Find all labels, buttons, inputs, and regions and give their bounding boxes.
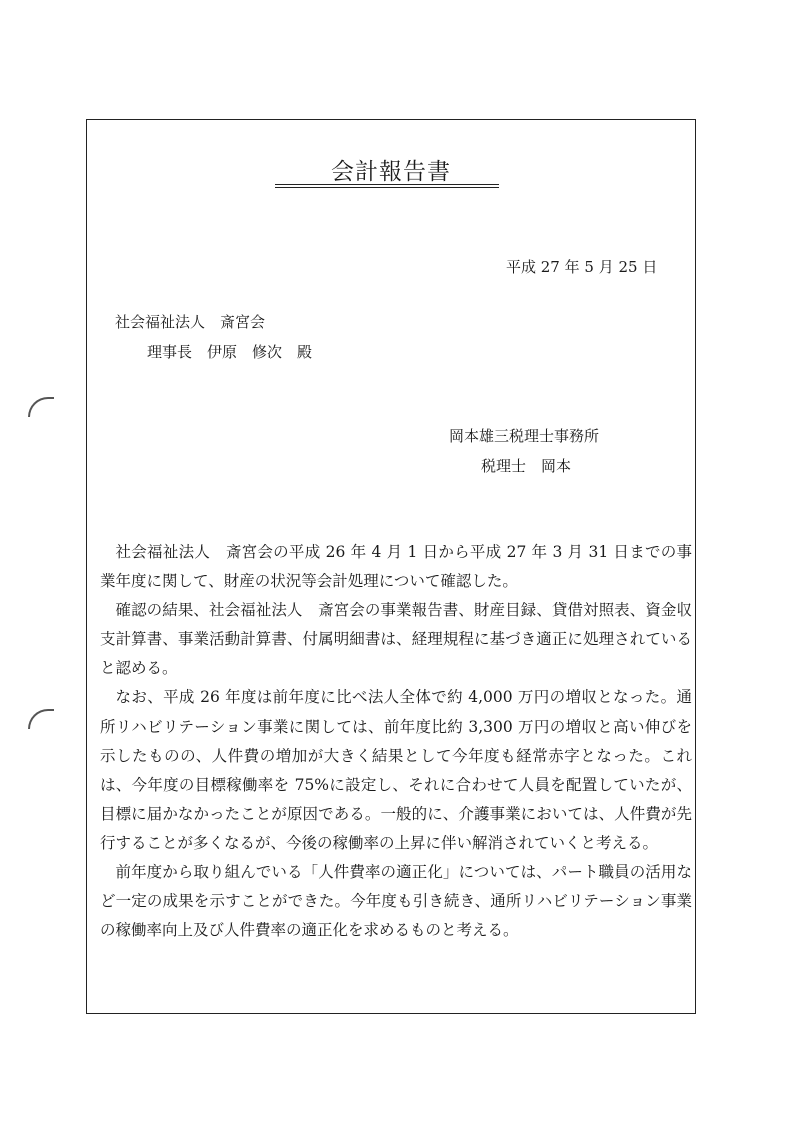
report-date: 平成 27 年 5 月 25 日 (506, 258, 658, 276)
body-paragraph: 確認の結果、社会福祉法人 斎宮会の事業報告書、財産目録、貸借対照表、資金収支計算書、事業活動計算書、付属明細書は、経理規程に基づき適正に処理されていると認める。 (100, 601, 692, 678)
document-title: 会計報告書 (331, 159, 451, 185)
punch-hole-top (28, 397, 54, 417)
recipient-organization: 社会福祉法人 斎宮会 (115, 313, 266, 331)
recipient-name: 理事長 伊原 修次 殿 (147, 343, 313, 361)
body-paragraph: 社会福祉法人 斎宮会の平成 26 年 4 月 1 日から平成 27 年 3 月 31 日までの事業年度に関して、財産の状況等会計処理について確認した。 (100, 543, 692, 591)
punch-hole-bottom (28, 709, 54, 729)
title-underline (275, 184, 499, 188)
body-paragraph: 前年度から取り組んでいる「人件費率の適正化」については、パート職員の活用など一定の成果を示すことができた。今年度も引き続き、通所リハビリテーション事業の稼働率向上及び人件費率の適正化を求めるものと考える。 (100, 863, 692, 940)
body-paragraph: なお、平成 26 年度は前年度に比べ法人全体で約 4,000 万円の増収となった。通所リハビリテーション事業に関しては、前年度比約 3,300 万円の増収と高い伸びを示したものの、人件費の増加が大きく結果として今年度も経常赤字となった。これは、今年度の目標稼働率を 75%に設定し、それに合わせて人員を配置していたが、目標に届かなかったことが原因である。一般的に、介護事業においては、人件費が先行することが多くなるが、今後の稼働率の上昇に伴い解消されていくと考える。 (100, 688, 692, 852)
report-frame (86, 119, 696, 1014)
sender-office: 岡本雄三税理士事務所 (449, 427, 600, 445)
sender-name: 税理士 岡本 (481, 457, 572, 475)
report-body (100, 538, 692, 945)
